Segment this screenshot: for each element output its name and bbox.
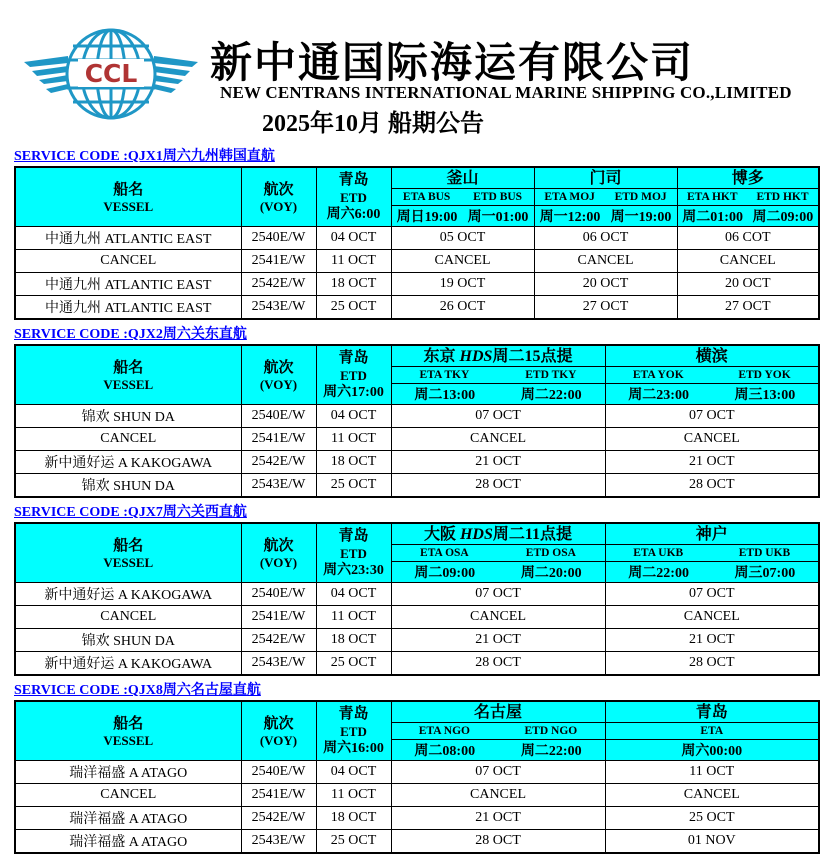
logo-text: CCL — [84, 59, 138, 88]
eta-etd-labels: ETA NGO ETD NGO — [391, 723, 605, 740]
schedule-row — [15, 451, 819, 474]
port-header-tokyo: 东京 HDS周二15点提 — [391, 345, 605, 367]
eta-date: 19 OCT — [391, 273, 534, 296]
port-header-yokohama: 横滨 — [605, 345, 819, 367]
etd-date: 25 OCT — [316, 296, 391, 320]
schedule-row — [15, 629, 819, 652]
eta-date: 11 OCT — [605, 761, 819, 784]
eta-etd-times: 周一12:00 周一19:00 — [534, 206, 677, 227]
vessel-name: 新中通好运 A KAKOGAWA — [15, 583, 241, 606]
voyage-no: 2541E/W — [241, 606, 316, 629]
voyage-no: 2541E/W — [241, 784, 316, 807]
voyage-header: 航次 (VOY) — [241, 701, 316, 761]
schedule-row — [15, 761, 819, 784]
eta-etd-labels: ETA BUS ETD BUS — [391, 189, 534, 206]
etd-date: 04 OCT — [316, 761, 391, 784]
port-header-busan: 釜山 — [391, 167, 534, 189]
etd-date: 18 OCT — [316, 273, 391, 296]
eta-etd-times: 周二23:00 周三13:00 — [605, 384, 819, 405]
eta-date: 07 OCT — [391, 583, 605, 606]
eta-etd-times: 周二08:00 周二22:00 — [391, 740, 605, 761]
eta-date: 27 OCT — [534, 296, 677, 320]
eta-date: 28 OCT — [605, 652, 819, 676]
vessel-header: 船名 VESSEL — [15, 167, 241, 227]
vessel-name: 锦欢 SHUN DA — [15, 405, 241, 428]
voyage-no: 2540E/W — [241, 405, 316, 428]
schedule-table-qjx7 — [14, 522, 820, 676]
port-header-osaka: 大阪 HDS周二11点提 — [391, 523, 605, 545]
vessel-name: 瑞洋福盛 A ATAGO — [15, 830, 241, 854]
voyage-no: 2541E/W — [241, 428, 316, 451]
voyage-no: 2543E/W — [241, 474, 316, 498]
schedule-row — [15, 830, 819, 854]
eta-etd-labels: ETA YOK ETD YOK — [605, 367, 819, 384]
schedule-row — [15, 784, 819, 807]
vessel-name: CANCEL — [15, 428, 241, 451]
voyage-no: 2543E/W — [241, 296, 316, 320]
voyage-header: 航次 (VOY) — [241, 167, 316, 227]
company-name-cn: 新中通国际海运有限公司 — [210, 41, 695, 87]
voyage-header: 航次 (VOY) — [241, 523, 316, 583]
eta-etd-labels: ETA HKT ETD HKT — [677, 189, 819, 206]
schedule-row — [15, 474, 819, 498]
voyage-no: 2542E/W — [241, 629, 316, 652]
vessel-name: 瑞洋福盛 A ATAGO — [15, 761, 241, 784]
service-code-label: SERVICE CODE :QJX8周六名古屋直航 — [14, 683, 261, 698]
etd-date: 25 OCT — [316, 830, 391, 854]
etd-date: 25 OCT — [316, 474, 391, 498]
voyage-no: 2543E/W — [241, 830, 316, 854]
schedule-row — [15, 606, 819, 629]
service-section-qjx7 — [14, 505, 818, 676]
eta-date: 28 OCT — [391, 652, 605, 676]
eta-date: 06 OCT — [534, 227, 677, 250]
vessel-header: 船名 VESSEL — [15, 345, 241, 405]
vessel-name: 新中通好运 A KAKOGAWA — [15, 451, 241, 474]
etd-date: 11 OCT — [316, 428, 391, 451]
vessel-name: 锦欢 SHUN DA — [15, 629, 241, 652]
eta-date: 21 OCT — [391, 451, 605, 474]
eta-etd-labels: ETA MOJ ETD MOJ — [534, 189, 677, 206]
eta-date: 07 OCT — [391, 405, 605, 428]
eta-date: 28 OCT — [605, 474, 819, 498]
vessel-name: 锦欢 SHUN DA — [15, 474, 241, 498]
voyage-no: 2542E/W — [241, 273, 316, 296]
schedule-table-qjx1 — [14, 166, 820, 320]
schedule-row — [15, 405, 819, 428]
port-header-hakata: 博多 — [677, 167, 819, 189]
page-header — [0, 0, 832, 142]
vessel-name: 中通九州 ATLANTIC EAST — [15, 296, 241, 320]
service-code-label: SERVICE CODE :QJX1周六九州韩国直航 — [14, 149, 275, 164]
eta-date: CANCEL — [605, 784, 819, 807]
service-code-label: SERVICE CODE :QJX2周六关东直航 — [14, 327, 247, 342]
qingdao-etd-header: 青岛 ETD 周六17:00 — [316, 345, 391, 405]
port-header-qingdao-return: 青岛 — [605, 701, 819, 723]
eta-date: 21 OCT — [391, 807, 605, 830]
etd-date: 18 OCT — [316, 451, 391, 474]
eta-date: CANCEL — [605, 606, 819, 629]
eta-date: CANCEL — [677, 250, 819, 273]
voyage-no: 2543E/W — [241, 652, 316, 676]
vessel-name: 瑞洋福盛 A ATAGO — [15, 807, 241, 830]
voyage-no: 2540E/W — [241, 583, 316, 606]
eta-date: CANCEL — [391, 784, 605, 807]
eta-date: 28 OCT — [391, 474, 605, 498]
eta-date: 07 OCT — [605, 583, 819, 606]
eta-etd-times: 周二22:00 周三07:00 — [605, 562, 819, 583]
voyage-no: 2541E/W — [241, 250, 316, 273]
eta-etd-times: 周二09:00 周二20:00 — [391, 562, 605, 583]
eta-date: 28 OCT — [391, 830, 605, 854]
eta-date: 21 OCT — [605, 451, 819, 474]
eta-etd-times: 周日19:00 周一01:00 — [391, 206, 534, 227]
service-code-label: SERVICE CODE :QJX7周六关西直航 — [14, 505, 247, 520]
eta-date: 20 OCT — [534, 273, 677, 296]
vessel-name: 中通九州 ATLANTIC EAST — [15, 227, 241, 250]
eta-date: 27 OCT — [677, 296, 819, 320]
vessel-name: CANCEL — [15, 606, 241, 629]
eta-date: 20 OCT — [677, 273, 819, 296]
eta-etd-labels: ETA TKY ETD TKY — [391, 367, 605, 384]
eta-date: 25 OCT — [605, 807, 819, 830]
schedule-row — [15, 428, 819, 451]
eta-etd-times: 周二01:00 周二09:00 — [677, 206, 819, 227]
eta-date: 21 OCT — [391, 629, 605, 652]
eta-time: 周六00:00 — [605, 740, 819, 761]
eta-date: CANCEL — [391, 606, 605, 629]
eta-date: 07 OCT — [605, 405, 819, 428]
schedule-table-qjx8 — [14, 700, 820, 854]
ccl-company-logo — [22, 24, 200, 124]
schedule-row — [15, 652, 819, 676]
company-name-en: NEW CENTRANS INTERNATIONAL MARINE SHIPPING CO.,LIMITED — [220, 83, 792, 102]
schedule-row — [15, 250, 819, 273]
schedule-row — [15, 273, 819, 296]
eta-date: CANCEL — [391, 250, 534, 273]
qingdao-etd-header: 青岛 ETD 周六16:00 — [316, 701, 391, 761]
vessel-name: 新中通好运 A KAKOGAWA — [15, 652, 241, 676]
vessel-name: 中通九州 ATLANTIC EAST — [15, 273, 241, 296]
right-wing-icon — [154, 56, 198, 93]
vessel-name: CANCEL — [15, 784, 241, 807]
voyage-no: 2540E/W — [241, 761, 316, 784]
schedule-row — [15, 227, 819, 250]
port-header-moji: 门司 — [534, 167, 677, 189]
service-section-qjx1 — [14, 149, 818, 320]
eta-date: CANCEL — [534, 250, 677, 273]
vessel-header: 船名 VESSEL — [15, 523, 241, 583]
etd-date: 18 OCT — [316, 629, 391, 652]
etd-date: 25 OCT — [316, 652, 391, 676]
etd-date: 11 OCT — [316, 784, 391, 807]
voyage-header: 航次 (VOY) — [241, 345, 316, 405]
eta-date: CANCEL — [391, 428, 605, 451]
schedule-row — [15, 296, 819, 320]
eta-date: CANCEL — [605, 428, 819, 451]
eta-date: 05 OCT — [391, 227, 534, 250]
eta-date: 06 COT — [677, 227, 819, 250]
schedule-row — [15, 807, 819, 830]
schedule-table-qjx2 — [14, 344, 820, 498]
eta-date: 01 NOV — [605, 830, 819, 854]
qingdao-etd-header: 青岛 ETD 周六6:00 — [316, 167, 391, 227]
eta-date: 26 OCT — [391, 296, 534, 320]
etd-date: 11 OCT — [316, 606, 391, 629]
eta-etd-times: 周二13:00 周二22:00 — [391, 384, 605, 405]
voyage-no: 2540E/W — [241, 227, 316, 250]
service-section-qjx8 — [14, 683, 818, 854]
left-wing-icon — [24, 56, 68, 93]
eta-etd-labels: ETA UKB ETD UKB — [605, 545, 819, 562]
voyage-no: 2542E/W — [241, 451, 316, 474]
voyage-no: 2542E/W — [241, 807, 316, 830]
vessel-header: 船名 VESSEL — [15, 701, 241, 761]
etd-date: 04 OCT — [316, 405, 391, 428]
etd-date: 18 OCT — [316, 807, 391, 830]
schedule-row — [15, 583, 819, 606]
etd-date: 04 OCT — [316, 227, 391, 250]
eta-label: ETA — [605, 723, 819, 740]
etd-date: 11 OCT — [316, 250, 391, 273]
port-header-kobe: 神户 — [605, 523, 819, 545]
eta-date: 21 OCT — [605, 629, 819, 652]
eta-etd-labels: ETA OSA ETD OSA — [391, 545, 605, 562]
port-header-nagoya: 名古屋 — [391, 701, 605, 723]
eta-date: 07 OCT — [391, 761, 605, 784]
etd-date: 04 OCT — [316, 583, 391, 606]
service-section-qjx2 — [14, 327, 818, 498]
vessel-name: CANCEL — [15, 250, 241, 273]
qingdao-etd-header: 青岛 ETD 周六23:30 — [316, 523, 391, 583]
schedule-month-title: 2025年10月 船期公告 — [262, 111, 484, 137]
